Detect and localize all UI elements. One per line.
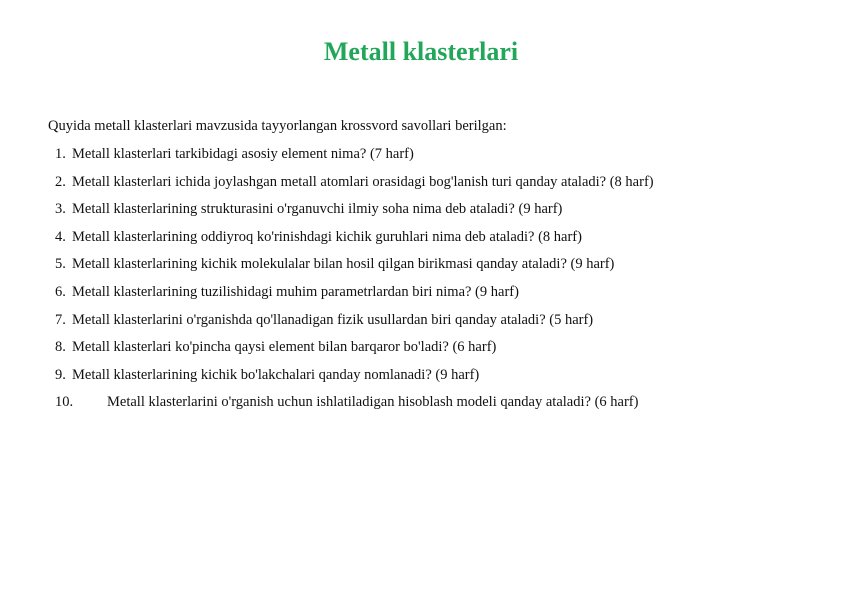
- list-item-text: Metall klasterlarining kichik bo'lakchalari qanday nomlanadi? (9 harf): [72, 366, 480, 383]
- intro-text: Quyida metall klasterlari mavzusida tayyorlangan krossvord savollari berilgan:: [48, 118, 507, 134]
- list-item: [55, 338, 654, 366]
- list-item-text: Metall klasterlari ichida joylashgan metall atomlari orasidagi bog'lanish turi qanday ataladi? (8 harf): [72, 173, 654, 190]
- list-item: [55, 366, 654, 394]
- page-title: Metall klasterlari: [323, 37, 519, 66]
- list-item: [55, 173, 654, 201]
- list-item-number: 1.: [55, 146, 66, 162]
- list-item-text: Metall klasterlarining oddiyroq ko'rinishdagi kichik guruhlari nima deb ataladi? (8 harf): [72, 228, 582, 245]
- list-item-text: Metall klasterlarining kichik molekulalar bilan hosil qilgan birikmasi qanday ataladi? (9 harf): [72, 256, 615, 273]
- list-item: [55, 393, 654, 421]
- list-item-number: 6.: [55, 283, 66, 300]
- list-item-number: 10.: [55, 394, 74, 411]
- list-item: [55, 283, 654, 311]
- list-item: [55, 255, 654, 283]
- list-item: [55, 228, 654, 256]
- list-item-text: Metall klasterlarini o'rganishda qo'llanadigan fizik usullardan biri qanday ataladi? (5 harf): [72, 311, 594, 328]
- list-item-text: Metall klasterlari tarkibidagi asosiy element nima? (7 harf): [72, 146, 414, 162]
- list-item-text: Metall klasterlarini o'rganish uchun ishlatiladigan hisoblash modeli qanday ataladi? (6 harf): [107, 394, 639, 411]
- list-item: [55, 311, 654, 339]
- list-item-text: Metall klasterlarining strukturasini o'rganuvchi ilmiy soha nima deb ataladi? (9 harf): [72, 201, 563, 218]
- list-item-number: 9.: [55, 366, 66, 383]
- list-item: [55, 145, 654, 173]
- list-item-text: Metall klasterlarining tuzilishidagi muhim parametrlardan biri nima? (9 harf): [72, 283, 519, 300]
- list-item-text: Metall klasterlari ko'pincha qaysi element bilan barqaror bo'ladi? (6 harf): [72, 339, 497, 356]
- list-item-number: 2.: [55, 173, 66, 190]
- list-item-number: 4.: [55, 228, 66, 245]
- list-item-number: 5.: [55, 256, 66, 273]
- question-list: [55, 145, 654, 421]
- list-item: [55, 200, 654, 228]
- list-item-number: 8.: [55, 339, 66, 356]
- list-item-number: 3.: [55, 201, 66, 218]
- list-item-number: 7.: [55, 311, 66, 328]
